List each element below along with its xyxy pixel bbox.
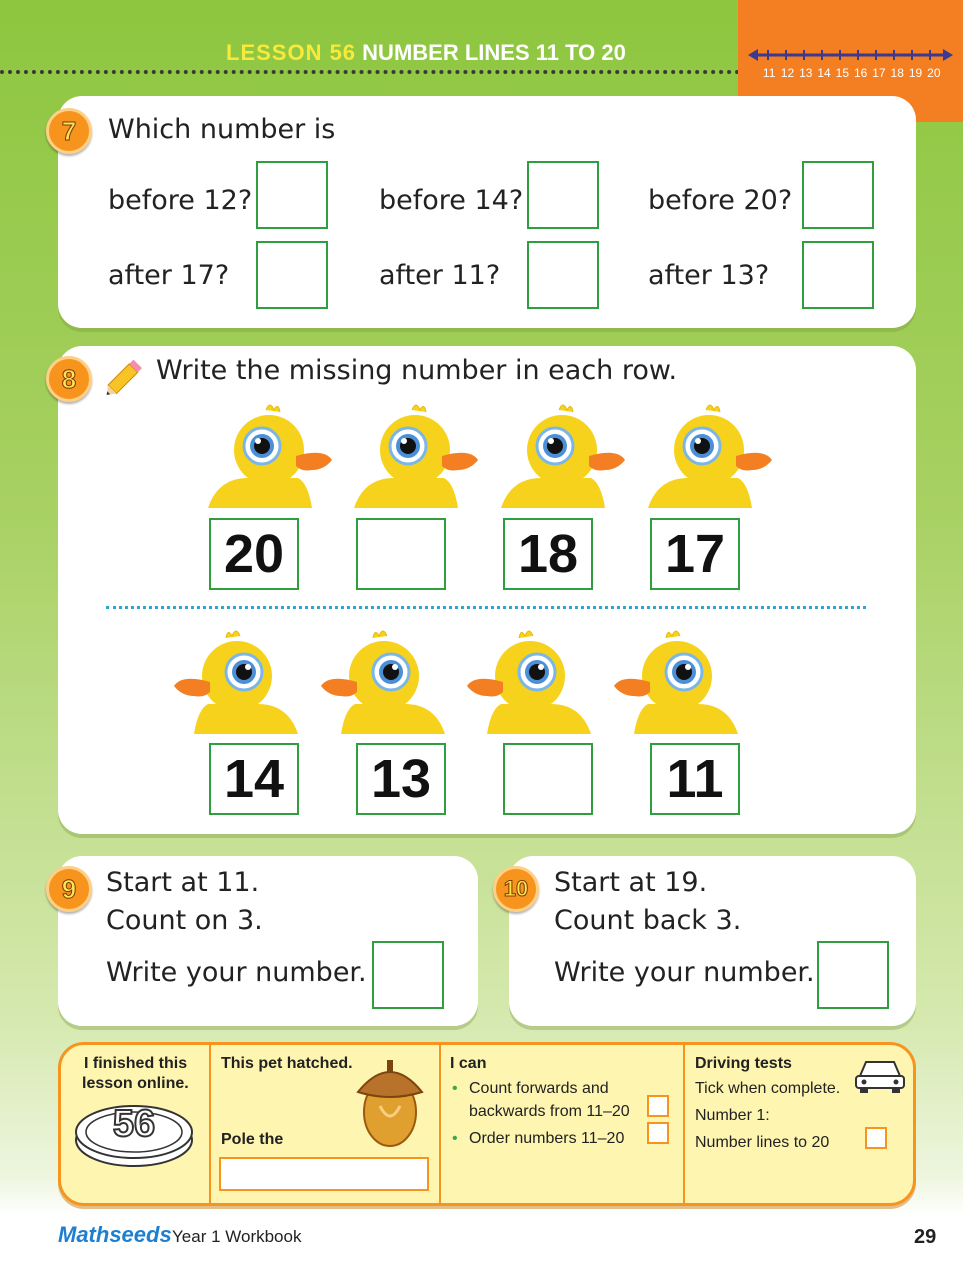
tick-label: 13 (799, 66, 813, 80)
q8-row2-box-2: 13 (356, 743, 446, 815)
tick-label: 14 (817, 66, 831, 80)
coin-number: 56 (112, 1103, 156, 1145)
lesson-label: LESSON 56 (226, 40, 357, 65)
driving-sub: Tick when complete. (695, 1080, 841, 1097)
acorn-icon (350, 1050, 430, 1150)
pet-name-input[interactable] (219, 1157, 429, 1191)
q10-answer-box[interactable] (817, 941, 889, 1009)
tick-label: 15 (835, 66, 850, 80)
finished-text-2: lesson online. (82, 1075, 189, 1092)
duck-icon (465, 624, 595, 744)
lesson-title (226, 40, 626, 66)
duck-icon (319, 624, 449, 744)
q8-row2-box-4: 11 (650, 743, 740, 815)
q10-line-3: Write your number. (554, 957, 815, 988)
finished-text-1: I finished this (84, 1055, 188, 1072)
ican-bullet-1: • (452, 1080, 458, 1097)
q9-answer-box[interactable] (372, 941, 444, 1009)
duck-icon (204, 398, 334, 518)
car-icon (854, 1054, 906, 1094)
q8-row1-box-1: 20 (209, 518, 299, 590)
pencil-icon (100, 354, 150, 402)
q8-row1-box-3: 18 (503, 518, 593, 590)
q7-label-after-13: after 13? (648, 260, 770, 291)
q10-line-1: Start at 19. (554, 867, 708, 898)
driving-title: Driving tests (695, 1055, 792, 1072)
duck-icon (497, 398, 627, 518)
tick-label: 16 (853, 66, 868, 80)
pet-name: Pole the (221, 1131, 284, 1148)
tick-label: 18 (890, 66, 904, 80)
ican-item-2-checkbox[interactable] (647, 1122, 669, 1144)
q9-line-2: Count on 3. (106, 905, 263, 936)
q7-label-before-12: before 12? (108, 185, 253, 216)
row-separator (106, 606, 866, 609)
q10-line-2: Count back 3. (554, 905, 742, 936)
tick-label: 17 (872, 66, 886, 80)
q7-answer-box-after-11[interactable] (527, 241, 599, 309)
number-line-labels (760, 66, 943, 80)
q7-label-after-11: after 11? (379, 260, 501, 291)
question-10-badge: 10 (493, 866, 539, 912)
question-8-card (58, 346, 916, 834)
workbook-label: Year 1 Workbook (172, 1227, 302, 1246)
ican-item-2: Order numbers 11–20 (469, 1130, 625, 1147)
q9-line-1: Start at 11. (106, 867, 260, 898)
q7-answer-box-before-12[interactable] (256, 161, 328, 229)
driving-line-1: Number 1: (695, 1107, 770, 1124)
page-number: 29 (914, 1226, 937, 1248)
question-9-badge: 9 (46, 866, 92, 912)
pet-title: This pet hatched. (221, 1055, 353, 1072)
q9-line-3: Write your number. (106, 957, 367, 988)
q8-row2-answer-box[interactable] (503, 743, 593, 815)
question-8-prompt: Write the missing number in each row. (156, 355, 678, 386)
number-line-icon (748, 42, 953, 68)
q7-answer-box-after-17[interactable] (256, 241, 328, 309)
q7-answer-box-before-20[interactable] (802, 161, 874, 229)
question-7-badge: 7 (46, 108, 92, 154)
q8-row2-box-1: 14 (209, 743, 299, 815)
ican-item-1-checkbox[interactable] (647, 1095, 669, 1117)
driving-line-2: Number lines to 20 (695, 1134, 830, 1151)
duck-icon (172, 624, 302, 744)
tick-label: 20 (927, 66, 941, 80)
question-8-badge: 8 (46, 356, 92, 402)
brand-logo: Mathseeds (58, 1222, 172, 1247)
tick-label: 19 (908, 66, 923, 80)
header-dotted-line (0, 70, 740, 74)
tick-label: 12 (780, 66, 795, 80)
tick-label: 11 (762, 66, 776, 80)
q7-answer-box-before-14[interactable] (527, 161, 599, 229)
ican-bullet-2: • (452, 1130, 458, 1147)
q8-row1-box-4: 17 (650, 518, 740, 590)
q7-label-before-20: before 20? (648, 185, 793, 216)
q8-row1-answer-box[interactable] (356, 518, 446, 590)
ican-item-1-line-1: Count forwards and (469, 1080, 609, 1097)
ican-item-1-line-2: backwards from 11–20 (469, 1103, 630, 1120)
duck-icon (644, 398, 774, 518)
q7-label-before-14: before 14? (379, 185, 524, 216)
q7-answer-box-after-13[interactable] (802, 241, 874, 309)
ican-title: I can (450, 1055, 487, 1072)
question-7-prompt: Which number is (108, 114, 336, 145)
duck-icon (350, 398, 480, 518)
driving-checkbox[interactable] (865, 1127, 887, 1149)
q7-label-after-17: after 17? (108, 260, 230, 291)
lesson-topic: NUMBER LINES 11 TO 20 (362, 40, 626, 65)
duck-icon (612, 624, 742, 744)
